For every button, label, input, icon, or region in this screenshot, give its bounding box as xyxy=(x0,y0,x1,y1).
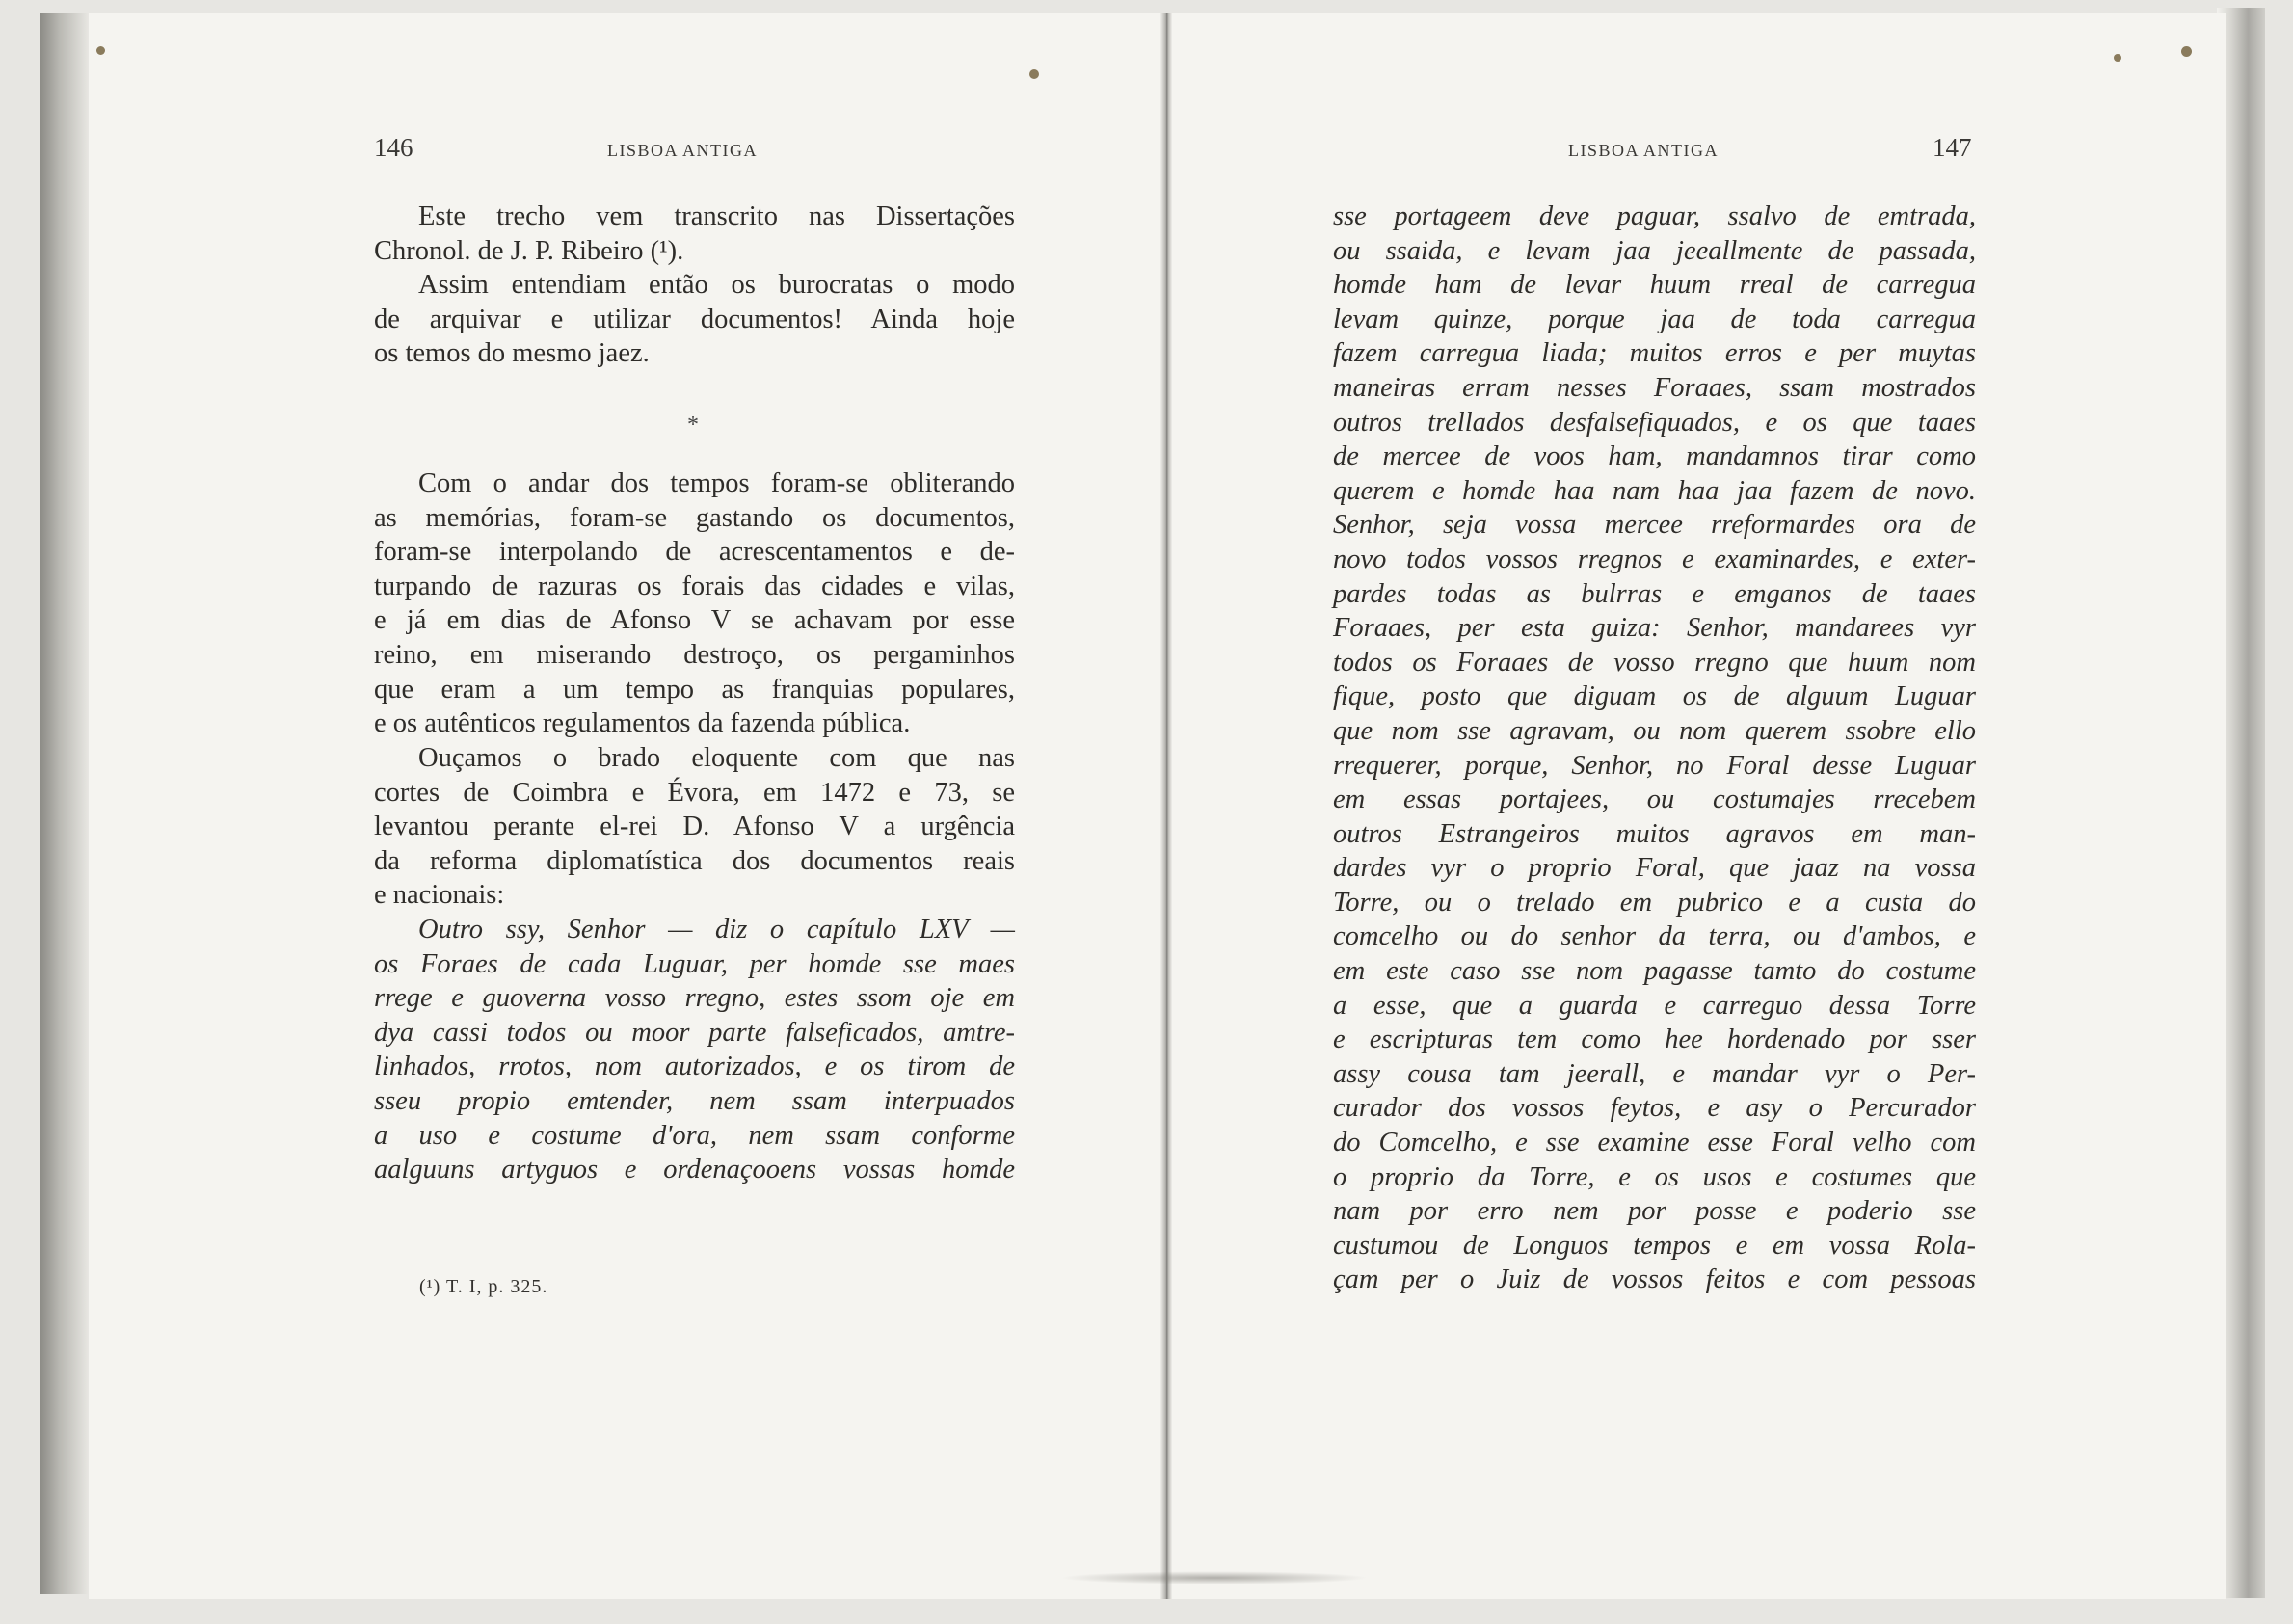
foxing-speck xyxy=(96,46,105,55)
text-line: Este trecho vem transcrito nas Dissertações xyxy=(418,201,1015,231)
text-line: fique, posto que diguam os de alguum Luguar xyxy=(1333,681,1976,712)
text-line: que nom sse agravam, ou nom querem ssobre ello xyxy=(1333,715,1976,746)
text-line: outros trellados desfalsefiquados, e os que taaes xyxy=(1333,407,1976,438)
text-line: Assim entendiam então os burocratas o modo xyxy=(418,270,1015,301)
text-line: nam por erro nem por posse e poderio sse xyxy=(1333,1196,1976,1227)
text-line: levantou perante el-rei D. Afonso V a urgência xyxy=(374,812,1015,842)
text-line: as memórias, foram-se gastando os documentos, xyxy=(374,502,1015,533)
text-line: custumou de Longuos tempos e em vossa Rola- xyxy=(1333,1230,1976,1261)
book-gutter xyxy=(1160,13,1172,1599)
text-line: a esse, que a guarda e carreguo dessa Torre xyxy=(1333,990,1976,1021)
text-line: que eram a um tempo as franquias populares, xyxy=(374,674,1015,705)
text-line: novo todos vossos rregnos e examinardes, e exter- xyxy=(1333,544,1976,574)
text-line: Com o andar dos tempos foram-se obliterando xyxy=(418,468,1015,498)
text-line: Senhor, seja vossa mercee rreformardes ora de xyxy=(1333,510,1976,541)
text-line: curador dos vossos feytos, e asy o Percurador xyxy=(1333,1093,1976,1124)
text-line: os temos do mesmo jaez. xyxy=(374,338,650,369)
foxing-speck xyxy=(2114,54,2121,62)
text-line: dardes vyr o proprio Foral, que jaaz na vossa xyxy=(1333,853,1976,884)
text-line: do Comcelho, e sse examine esse Foral velho com xyxy=(1333,1128,1976,1158)
text-line: rrege e guoverna vosso rregno, estes ssom oje em xyxy=(374,983,1015,1014)
text-line: rrequerer, porque, Senhor, no Foral desse Luguar xyxy=(1333,750,1976,781)
text-line: em este caso sse nom pagasse tamto do costume xyxy=(1333,956,1976,987)
text-line: turpando de razuras os forais das cidades e vilas, xyxy=(374,571,1015,601)
text-line: fazem carregua liada; muitos erros e per muytas xyxy=(1333,338,1976,369)
folio-left: 146 xyxy=(374,133,413,162)
running-head-left: LISBOA ANTIGA xyxy=(607,141,759,160)
text-line: Outro ssy, Senhor — diz o capítulo LXV — xyxy=(418,915,1015,945)
foxing-speck xyxy=(1029,69,1039,79)
text-line: de mercee de voos ham, mandamnos tirar como xyxy=(1333,441,1976,472)
text-line: de arquivar e utilizar documentos! Ainda hoje xyxy=(374,304,1015,334)
text-line: çam per o Juiz de vossos feitos e com pessoas xyxy=(1333,1265,1976,1295)
text-line: e nacionais: xyxy=(374,880,505,911)
left-paragraph-2 xyxy=(374,466,1015,741)
text-line: outros Estrangeiros muitos agravos em man- xyxy=(1333,818,1976,849)
footnote: (¹) T. I, p. 325. xyxy=(419,1276,548,1297)
text-line: Chronol. de J. P. Ribeiro (¹). xyxy=(374,235,684,266)
text-line: maneiras erram nesses Foraaes, ssam mostrados xyxy=(1333,372,1976,403)
text-line: cortes de Coimbra e Évora, em 1472 e 73, se xyxy=(374,777,1015,808)
text-line: assy cousa tam jeerall, e mandar vyr o Per- xyxy=(1333,1058,1976,1089)
text-line: pardes todas as bulrras e emganos de taaes xyxy=(1333,578,1976,609)
left-quotation xyxy=(374,913,1015,1187)
text-line: homde ham de levar huum rreal de carregua xyxy=(1333,270,1976,301)
left-paragraph-1 xyxy=(374,200,1015,371)
text-line: sse portageem deve paguar, ssalvo de emtrada, xyxy=(1333,201,1976,231)
text-line: e os autênticos regulamentos da fazenda pública. xyxy=(374,708,911,739)
text-line: em essas portajees, ou costumajes rrecebem xyxy=(1333,785,1976,815)
text-line: sseu propio emtender, nem ssam interpuados xyxy=(374,1085,1015,1116)
text-line: linhados, rrotos, nom autorizados, e os tirom de xyxy=(374,1052,1015,1082)
text-line: aalguuns artyguos e ordenaçooens vossas homde xyxy=(374,1155,1015,1185)
text-line: o proprio da Torre, e os usos e costumes que xyxy=(1333,1161,1976,1192)
page-bottom-shadow xyxy=(1060,1571,1369,1584)
text-line: reino, em miserando destroço, os pergaminhos xyxy=(374,639,1015,670)
running-head-right: LISBOA ANTIGA xyxy=(1568,141,1720,160)
text-line: da reforma diplomatística dos documentos reais xyxy=(374,845,1015,876)
foxing-speck xyxy=(2181,46,2192,57)
left-paragraph-3 xyxy=(374,741,1015,913)
text-line: todos os Foraaes de vosso rregno que huum nom xyxy=(1333,647,1976,678)
text-line: levam quinze, porque jaa de toda carregua xyxy=(1333,304,1976,334)
folio-right: 147 xyxy=(1933,133,1972,162)
text-line: Foraaes, per esta guiza: Senhor, mandarees vyr xyxy=(1333,613,1976,644)
text-line: querem e homde haa nam haa jaa fazem de novo. xyxy=(1333,475,1976,506)
text-line: dya cassi todos ou moor parte falseficados, amtre- xyxy=(374,1017,1015,1048)
text-line: comcelho ou do senhor da terra, ou d'ambos, e xyxy=(1333,921,1976,952)
text-line: e já em dias de Afonso V se achavam por esse xyxy=(374,605,1015,636)
text-line: ou ssaida, e levam jaa jeeallmente de passada, xyxy=(1333,235,1976,266)
section-separator: * xyxy=(687,413,699,438)
scan-edge-left xyxy=(40,13,94,1594)
right-quotation xyxy=(1333,200,1976,1297)
text-line: os Foraes de cada Luguar, per homde sse maes xyxy=(374,948,1015,979)
text-line: a uso e costume d'ora, nem ssam conforme xyxy=(374,1120,1015,1151)
text-line: Torre, ou o trelado em pubrico e a custa do xyxy=(1333,887,1976,918)
text-line: Ouçamos o brado eloquente com que nas xyxy=(418,743,1015,773)
text-line: foram-se interpolando de acrescentamentos e de- xyxy=(374,537,1015,568)
text-line: e escripturas tem como hee hordenado por sser xyxy=(1333,1025,1976,1055)
